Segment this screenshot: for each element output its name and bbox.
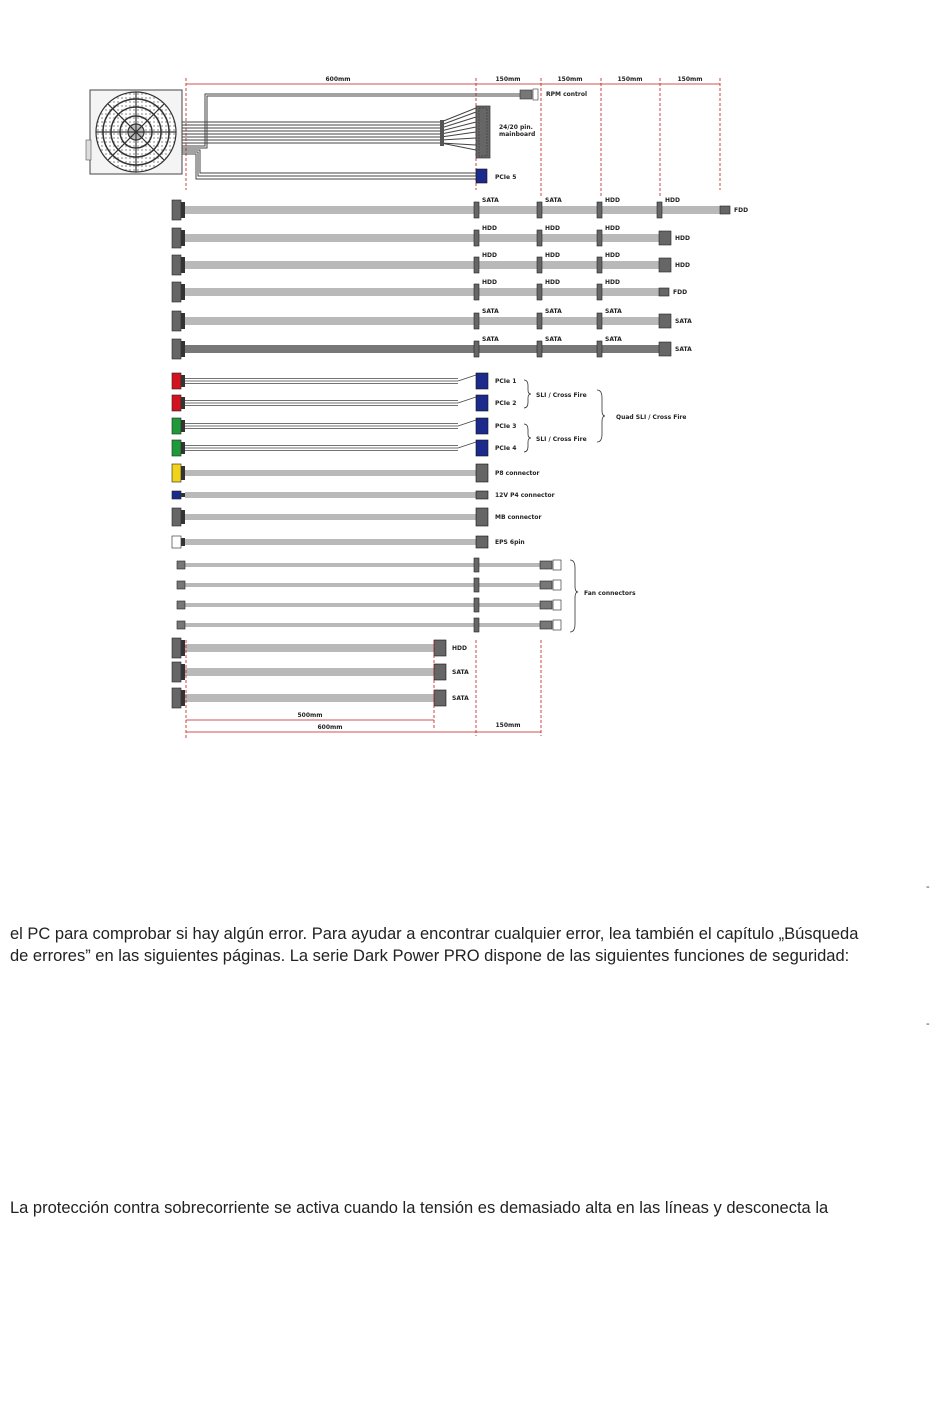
drive-connector [659,314,671,328]
short-connector [434,664,446,680]
cable-sleeve [440,120,444,146]
drive-label: HDD [605,252,620,259]
fan-connector [540,621,552,629]
drive-label: SATA [482,336,499,343]
drive-connector [537,313,542,329]
rpm-connector [520,89,538,100]
psu-plug-latch [181,284,185,300]
pcie-connector [476,395,488,411]
drive-connector [474,257,479,273]
cable-wire [458,442,476,448]
single-label: MB connector [495,514,542,521]
single-connector-rows [172,464,555,548]
drive-label: SATA [482,197,499,204]
drive-label: SATA [545,336,562,343]
cable-wire [458,420,476,426]
cable-wire [458,375,476,381]
short-connector [434,690,446,706]
psu-plug [172,311,181,331]
drive-connector [597,313,602,329]
drive-connector [537,202,542,218]
short-psu-plug-latch [181,664,185,680]
single-psu-plug [172,491,181,499]
drive-connector [659,288,669,296]
short-cable-rows [172,638,469,708]
short-label: SATA [452,669,469,676]
drive-label: HDD [665,197,680,204]
paragraph-line: La protección contra sobrecorriente se activa cuando la tensión es demasiado alta en las líneas y desconecta la [10,1199,829,1217]
pcie-psu-plug [172,373,181,389]
dim-600-top: 600mm [325,76,351,83]
short-connector [434,640,446,656]
drive-label: HDD [605,197,620,204]
single-psu-plug-latch [181,493,185,497]
drive-connector [597,202,602,218]
drive-connector [474,313,479,329]
fan-connector [540,581,552,589]
fan-socket [553,560,561,570]
mainboard-label: 24/20 pin. [499,124,533,131]
drive-connector [474,341,479,357]
sli-label-2: SLI / Cross Fire [536,436,587,443]
short-psu-plug-latch [181,690,185,706]
pcie-psu-plug-latch [181,420,185,432]
pcie-psu-plug-latch [181,397,185,409]
dim-600-bottom: 600mm [317,724,343,731]
drive-label: SATA [605,336,622,343]
short-psu-plug-latch [181,640,185,656]
psu-plug [172,255,181,275]
drive-connector [474,284,479,300]
pcie-psu-plug [172,440,181,456]
dim-150-4: 150mm [677,76,703,83]
psu-plug-latch [181,257,185,273]
dim-150-1: 150mm [495,76,521,83]
single-psu-plug [172,508,181,526]
pcie-label: PCIe 2 [495,400,517,407]
rpm-label: RPM control [546,91,588,98]
fan-inline-connector [474,598,479,612]
pcie-psu-plug [172,395,181,411]
fan-psu-plug [177,621,185,629]
drive-connector [474,202,479,218]
drive-connector [659,231,671,245]
short-psu-plug [172,662,181,682]
fan-inline-connector [474,558,479,572]
drive-connector [537,257,542,273]
psu-plug [172,282,181,302]
drive-connector [597,284,602,300]
drive-label: SATA [675,346,692,353]
fan-socket [553,580,561,590]
pcie-label: PCIe 3 [495,423,517,430]
single-psu-plug-latch [181,466,185,480]
pcie-psu-plug-latch [181,442,185,454]
short-label: SATA [452,695,469,702]
drive-connector [657,202,662,218]
single-connector [476,508,488,526]
cable-wire [458,397,476,403]
drive-label: HDD [482,279,497,286]
drive-label: HDD [675,262,690,269]
short-psu-plug [172,638,181,658]
single-label: 12V P4 connector [495,492,555,499]
single-connector [476,536,488,548]
single-label: EPS 6pin [495,539,525,546]
short-psu-plug [172,688,181,708]
drive-label: HDD [545,225,560,232]
single-psu-plug [172,536,181,548]
drive-connector [537,284,542,300]
psu-plug-latch [181,230,185,246]
drive-connector [659,258,671,272]
drive-connector [537,230,542,246]
psu-unit [86,90,182,174]
drive-label: FDD [734,207,749,214]
dim-500: 500mm [297,712,323,719]
fan-psu-plug [177,601,185,609]
fan-connector [540,601,552,609]
drive-label: SATA [545,197,562,204]
drive-label: HDD [605,225,620,232]
fan-psu-plug [177,561,185,569]
paragraph-line: de errores” en las siguientes páginas. La serie Dark Power PRO dispone de las siguientes funciones de seguridad: [10,947,850,965]
bottom-dimension-lines [186,640,541,740]
drive-label: SATA [482,308,499,315]
drive-label: HDD [675,235,690,242]
drive-label: SATA [545,308,562,315]
drive-connector [474,230,479,246]
single-label: P8 connector [495,470,540,477]
single-psu-plug-latch [181,510,185,524]
single-psu-plug-latch [181,538,185,546]
fan-connectors-label: Fan connectors [584,590,636,597]
pcie-label: PCIe 4 [495,445,517,452]
short-label: HDD [452,645,467,652]
list-dash: - [926,1018,930,1030]
dim-150-2: 150mm [557,76,583,83]
psu-plug-latch [181,313,185,329]
psu-plug [172,339,181,359]
fan-inline-connector [474,618,479,632]
pcie5-label: PCIe 5 [495,174,517,181]
psu-plug [172,200,181,220]
drive-connector [537,341,542,357]
quad-sli-label: Quad SLI / Cross Fire [616,414,687,421]
drive-label: SATA [675,318,692,325]
sleeved-cable [185,345,660,353]
pcie-psu-plug-latch [181,375,185,387]
drive-label: HDD [605,279,620,286]
drive-connector [597,341,602,357]
fan-connector [540,561,552,569]
drive-label: HDD [482,225,497,232]
single-psu-plug [172,464,181,482]
dim-150-3: 150mm [617,76,643,83]
pcie-connector [476,373,488,389]
drive-label: SATA [605,308,622,315]
fan-socket [553,600,561,610]
pcie-label: PCIe 1 [495,378,517,385]
drive-connector [720,206,730,214]
dim-150-bottom: 150mm [495,722,521,729]
drive-label: HDD [545,279,560,286]
fan-socket [553,620,561,630]
fan-icon [96,92,176,172]
fan-cable-rows [177,558,561,632]
drive-connector [659,342,671,356]
psu-plug [172,228,181,248]
pcie-cable-rows [172,373,516,456]
single-connector [476,491,488,499]
pcie-connector [476,440,488,456]
drive-cable-rows [172,197,748,359]
drive-label: HDD [545,252,560,259]
sli-label-1: SLI / Cross Fire [536,392,587,399]
mainboard-label-2: mainboard [499,131,536,138]
single-connector [476,464,488,482]
drive-label: HDD [482,252,497,259]
drive-label: FDD [673,289,688,296]
psu-cables [182,94,520,179]
mainboard-connector [476,106,490,158]
fan-inline-connector [474,578,479,592]
psu-plug-latch [181,341,185,357]
drive-connector [597,230,602,246]
drive-connector [597,257,602,273]
pcie-psu-plug [172,418,181,434]
fan-psu-plug [177,581,185,589]
psu-plug-latch [181,202,185,218]
pcie5-connector [476,169,487,183]
list-dash: - [926,881,930,893]
paragraph-line: el PC para comprobar si hay algún error. Para ayudar a encontrar cualquier error, lea también el capítulo „Búsqueda [10,925,859,943]
pcie-connector [476,418,488,434]
